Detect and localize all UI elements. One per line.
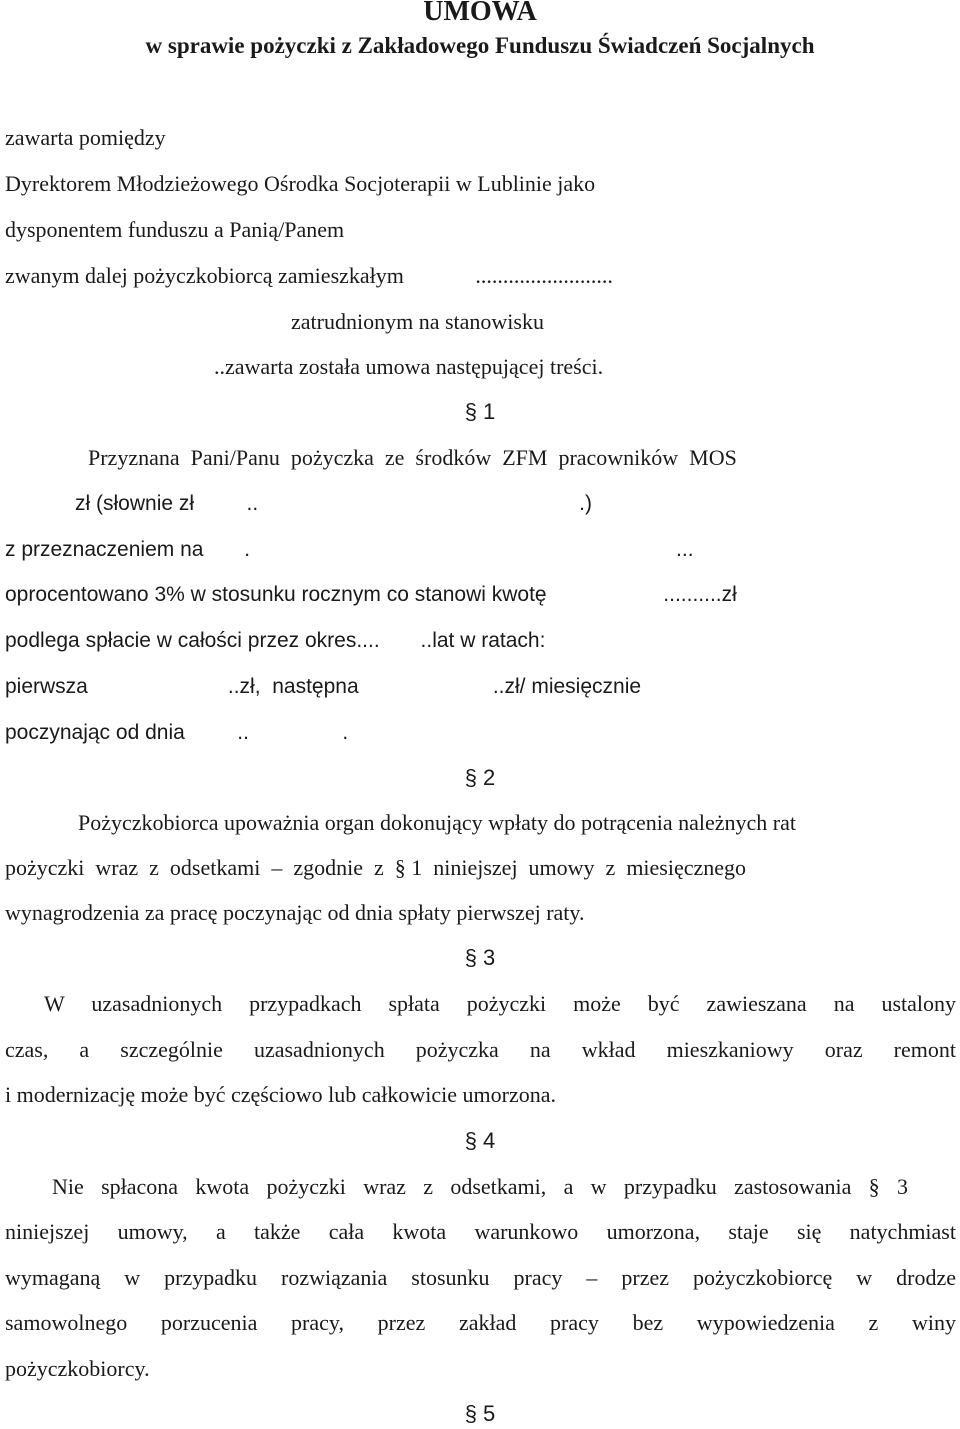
section-1-line-2: zł (słownie zł .. .): [5, 492, 592, 515]
document-subtitle: w sprawie pożyczki z Zakładowego Funduszu Świadczeń Socjalnych: [145, 33, 815, 58]
section-4-line-4: [5, 1308, 956, 1338]
section-4-line-5: pożyczkobiorcy.: [5, 1356, 150, 1381]
section-4-line-1: [52, 1172, 908, 1202]
section-4-line-2-text: niniejszej umowy, a także cała kwota warunkowo umorzona, staje się natychmiast: [5, 1219, 956, 1244]
section-3-line-2: [5, 1035, 956, 1065]
intro-line-2: Dyrektorem Młodzieżowego Ośrodka Socjoterapii w Lublinie jako: [5, 171, 596, 196]
intro-line-4: zwanym dalej pożyczkobiorcą zamieszkałym .........................: [5, 263, 613, 288]
section-3-line-1-text: W uzasadnionych przypadkach spłata pożyczki może być zawieszana na ustalony: [44, 991, 956, 1016]
intro-line-1: zawarta pomiędzy: [5, 125, 166, 150]
section-1-line-3: z przeznaczeniem na . ...: [5, 538, 694, 561]
section-3-line-1: [44, 989, 956, 1019]
intro-line-3: dysponentem funduszu a Panią/Panem: [5, 217, 554, 242]
section-5-heading: § 5: [464, 1401, 496, 1426]
section-2-line-2: pożyczki wraz z odsetkami – zgodnie z § 1 niniejszej umowy z miesięcznego: [5, 855, 747, 880]
section-4-heading: § 4: [464, 1128, 496, 1153]
section-2-line-1: Pożyczkobiorca upoważnia organ dokonujący wpłaty do potrącenia należnych rat: [78, 810, 796, 835]
section-1-line-1: Przyznana Pani/Panu pożyczka ze środków ZFM pracowników MOS: [88, 445, 737, 470]
section-2-line-3: wynagrodzenia za pracę poczynając od dnia spłaty pierwszej raty.: [5, 900, 585, 925]
section-1-line-5: podlega spłacie w całości przez okres.... ..lat w ratach:: [5, 629, 546, 652]
document-title: UMOWA: [423, 0, 537, 27]
section-4-line-2: [5, 1217, 956, 1247]
section-4-line-1-text: Nie spłacona kwota pożyczki wraz z odsetkami, a w przypadku zastosowania § 3: [52, 1174, 908, 1199]
section-3-heading: § 3: [464, 945, 496, 970]
section-1-line-4: oprocentowano 3% w stosunku rocznym co stanowi kwotę ..........zł: [5, 583, 737, 606]
section-4-line-3-text: wymaganą w przypadku rozwiązania stosunku pracy – przez pożyczkobiorcę w drodze: [5, 1265, 956, 1290]
section-1-line-6: pierwsza ..zł, następna ..zł/ miesięcznie: [5, 675, 642, 698]
section-1-heading: § 1: [464, 399, 496, 424]
intro-line-5: zatrudnionym na stanowisku: [5, 309, 544, 334]
section-3-line-2-text: czas, a szczególnie uzasadnionych pożyczka na wkład mieszkaniowy oraz remont: [5, 1037, 956, 1062]
section-2-heading: § 2: [464, 765, 496, 790]
intro-line-6: ..zawarta została umowa następującej treści.: [5, 354, 604, 379]
section-1-line-7: poczynając od dnia .. .: [5, 721, 349, 744]
section-4-line-4-text: samowolnego porzucenia pracy, przez zakład pracy bez wypowiedzenia z winy: [5, 1310, 956, 1335]
section-4-line-3: [5, 1263, 956, 1293]
section-3-line-3: i modernizację może być częściowo lub całkowicie umorzona.: [5, 1082, 556, 1107]
